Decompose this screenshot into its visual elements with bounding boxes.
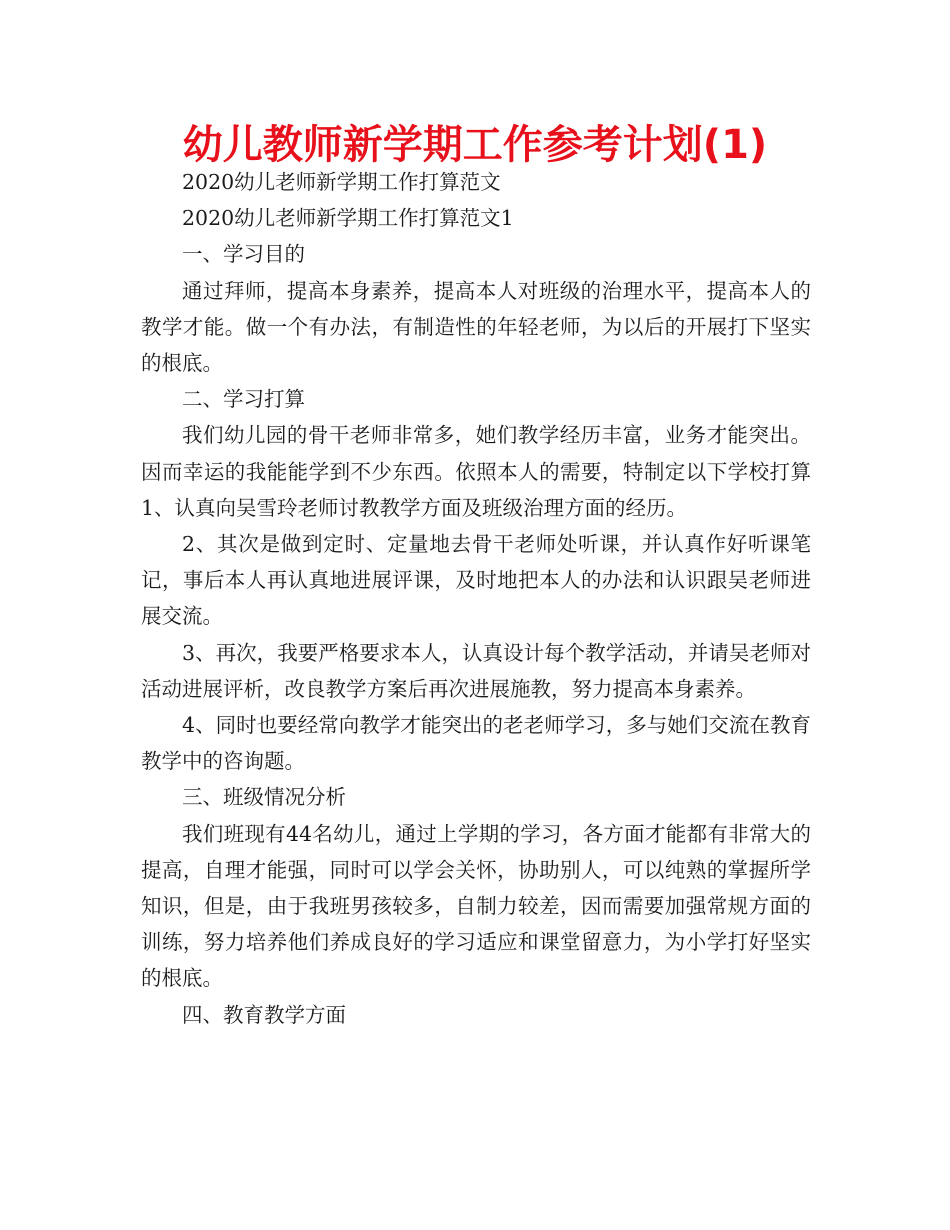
section-heading-learning-goal: 一、学习目的 [182,242,305,267]
paragraph-plan-item-3: 3、再次，我要严格要求本人，认真设计每个教学活动，并请吴老师对活动进展评析，改良教学方案后再次进展施教，努力提高本身素养。 [141,640,811,701]
paragraph-learning-plan: 我们幼儿园的骨干老师非常多，她们教学经历丰富，业务才能突出。因而幸运的我能能学到不少东西。依照本人的需要，特制定以下学校打算 1、认真向吴雪玲老师讨教教学方面及班级治理方面的经历。 [141,423,852,520]
section-heading-learning-plan: 二、学习打算 [182,387,305,412]
document-title: 幼儿教师新学期工作参考计划(1) [182,122,768,168]
paragraph-subtitle: 2020幼儿老师新学期工作打算范文 [182,170,501,194]
section-heading-teaching: 四、教育教学方面 [182,1002,346,1027]
document-body [141,164,852,1033]
paragraph-learning-goal: 通过拜师，提高本身素养，提高本人对班级的治理水平，提高本人的教学才能。做一个有办法，有制造性的年轻老师，为以后的开展打下坚实的根底。 [141,278,811,376]
paragraph-plan-item-4: 4、同时也要经常向教学才能突出的老老师学习，多与她们交流在教育教学中的咨询题。 [141,713,811,774]
section-heading-class-analysis: 三、班级情况分析 [182,785,346,810]
paragraph-plan-item-2: 2、其次是做到定时、定量地去骨干老师处听课，并认真作好听课笔记，事后本人再认真地进展评课，及时地把本人的办法和认识跟吴老师进展交流。 [141,532,811,629]
paragraph-subtitle-1: 2020幼儿老师新学期工作打算范文1 [182,206,514,231]
paragraph-class-analysis: 我们班现有44名幼儿，通过上学期的学习，各方面才能都有非常大的提高，自理才能强，同时可以学会关怀，协助别人，可以纯熟的掌握所学知识，但是，由于我班男孩较多，自制力较差，因而需要加强常规方面的训练，努力培养他们养成良好的学习适应和课堂留意力，为小学打好坚实的根底。 [141,821,811,991]
